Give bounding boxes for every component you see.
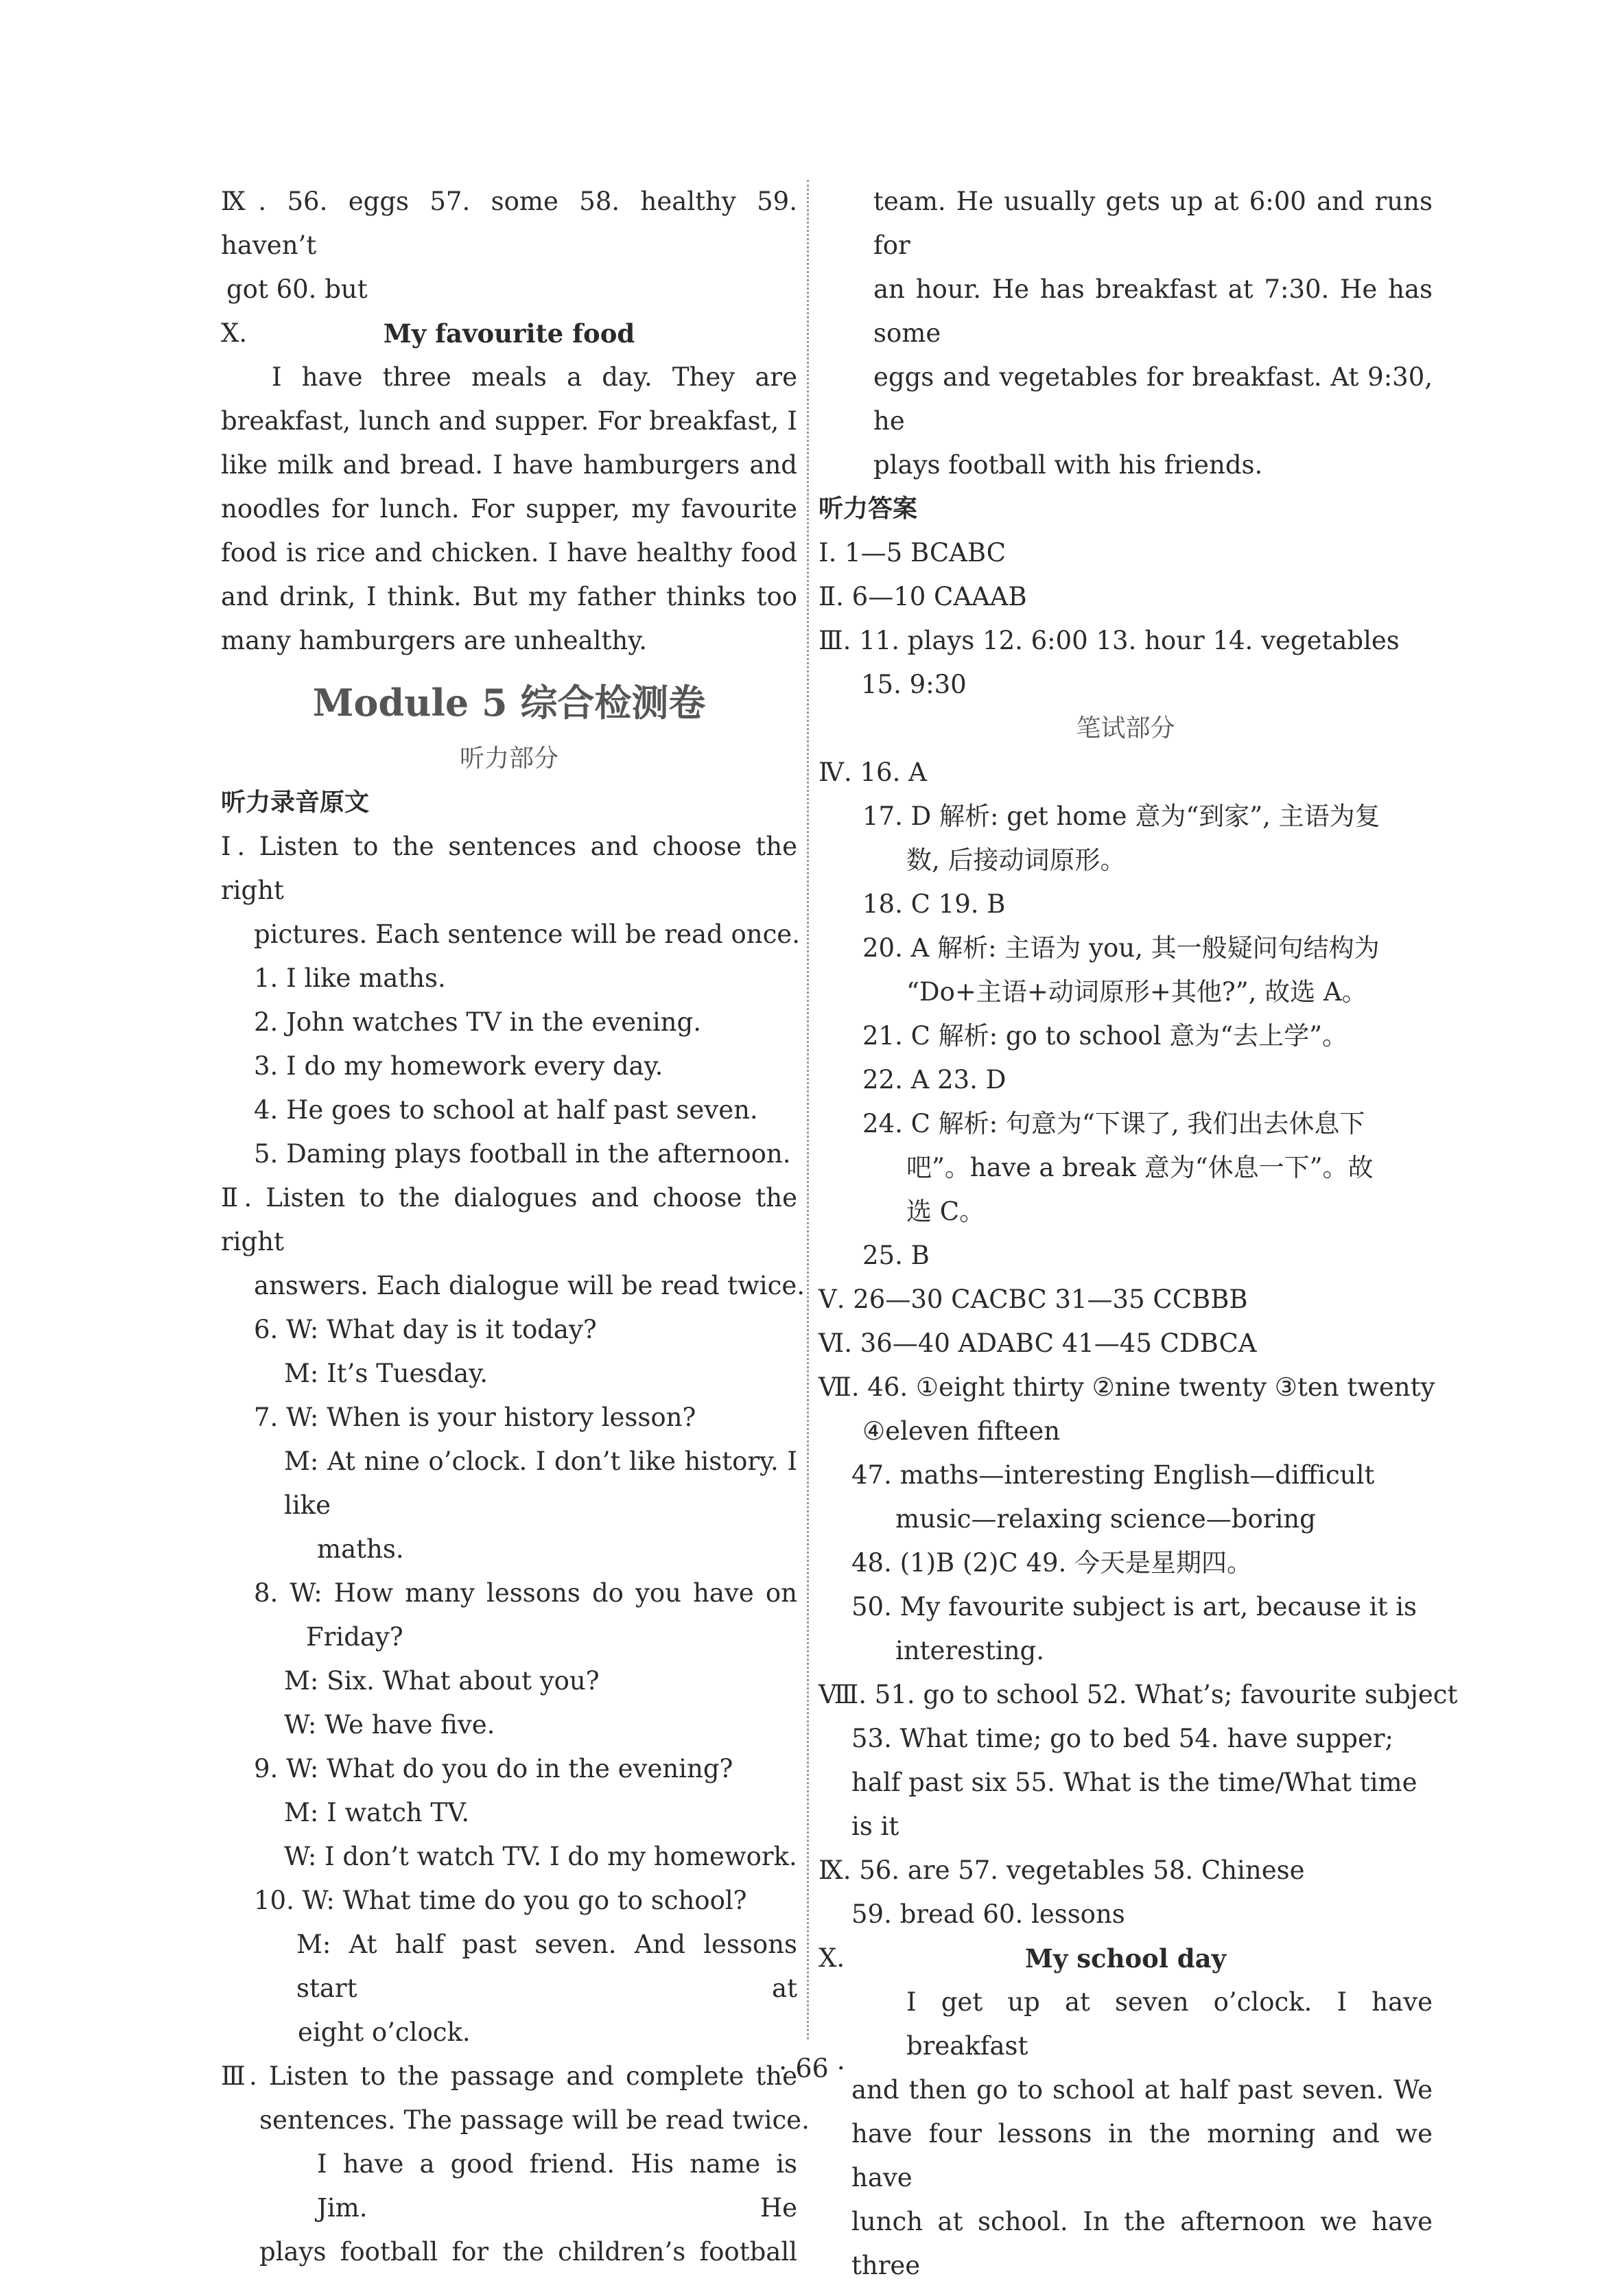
- section-label: Ⅹ.: [221, 318, 248, 348]
- answer-line: 数, 后接动词原形。: [906, 845, 1126, 875]
- answer-line: 22. A 23. D: [862, 1065, 1007, 1095]
- essay-title: My school day: [1024, 1943, 1227, 1974]
- answer-line: Ⅸ. 56. are 57. vegetables 58. Chinese: [819, 1856, 1305, 1885]
- question-line: Ⅲ. Listen to the passage and complete the: [221, 2061, 797, 2091]
- section-heading: 听力答案: [819, 495, 918, 523]
- answer-line: Ⅳ. 16. A: [819, 758, 927, 787]
- answer-line: 15. 9:30: [861, 670, 967, 699]
- answer-line: half past six 55. What is the time/What time: [851, 1768, 1417, 1797]
- question-line: 4. He goes to school at half past seven.: [254, 1095, 758, 1125]
- answer-line: interesting.: [895, 1636, 1044, 1665]
- passage-line: eggs and vegetables for breakfast. At 9:30, he: [873, 362, 1433, 436]
- answer-line: Ⅱ. 6—10 CAAAB: [819, 582, 1027, 611]
- passage-line: plays football for the children’s football: [259, 2237, 797, 2267]
- dialogue-line: W: We have five.: [284, 1710, 495, 1740]
- dialogue-line: eight o’clock.: [298, 2017, 471, 2047]
- answer-line: Ⅷ. 51. go to school 52. What’s; favourite subject: [819, 1680, 1458, 1709]
- question-line: Ⅰ. Listen to the sentences and choose the right: [221, 832, 797, 905]
- column-divider: [807, 180, 809, 2039]
- answer-line: Ⅲ. 11. plays 12. 6:00 13. hour 14. vegetables: [819, 626, 1400, 655]
- answer-line: 48. (1)B (2)C 49. 今天是星期四。: [851, 1548, 1253, 1578]
- essay-line: food is rice and chicken. I have healthy food: [221, 538, 797, 567]
- answer-line: Ⅴ. 26—30 CACBC 31—35 CCBBB: [819, 1285, 1248, 1314]
- dialogue-line: M: It’s Tuesday.: [284, 1359, 488, 1388]
- essay-line: breakfast, lunch and supper. For breakfast, I: [221, 406, 797, 436]
- answer-line: 47. maths—interesting English—difficult: [851, 1460, 1375, 1490]
- essay-title-row: [819, 1936, 1433, 1980]
- dialogue-line: Friday?: [306, 1622, 403, 1652]
- essay-title: My favourite food: [383, 318, 635, 349]
- section-heading: 听力录音原文: [221, 788, 370, 817]
- dialogue-line: 10. W: What time do you go to school?: [254, 1886, 747, 1915]
- dialogue-line: M: At half past seven. And lessons start at: [296, 1930, 797, 2003]
- dialogue-line: 6. W: What day is it today?: [254, 1315, 597, 1344]
- answer-line: “Do+主语+动词原形+其他?”, 故选 A。: [906, 977, 1367, 1007]
- passage-line: plays football with his friends.: [873, 450, 1263, 480]
- module-title: Module 5 综合检测卷: [312, 681, 706, 725]
- answer-line: got 60. but: [226, 274, 368, 304]
- essay-line: and drink, I think. But my father thinks too: [221, 582, 797, 611]
- dialogue-line: W: I don’t watch TV. I do my homework.: [284, 1842, 797, 1871]
- answer-line: music—relaxing science—boring: [895, 1504, 1316, 1534]
- question-line: Ⅱ. Listen to the dialogues and choose the right: [221, 1183, 797, 1256]
- part-heading: 听力部分: [459, 745, 558, 773]
- question-line: 2. John watches TV in the evening.: [254, 1007, 701, 1037]
- page-number: · 66 ·: [779, 2053, 845, 2083]
- essay-line: have four lessons in the morning and we have: [851, 2119, 1433, 2192]
- passage-line: an hour. He has breakfast at 7:30. He has some: [873, 274, 1433, 348]
- answer-line: 25. B: [862, 1241, 930, 1270]
- answer-line: is it: [851, 1812, 899, 1841]
- essay-title-row: [221, 312, 797, 355]
- essay-line: I get up at seven o’clock. I have breakfast: [906, 1987, 1433, 2061]
- answer-line: 59. bread 60. lessons: [851, 1899, 1125, 1929]
- dialogue-line: 7. W: When is your history lesson?: [254, 1403, 696, 1432]
- left-column: [221, 180, 810, 2274]
- essay-line: many hamburgers are unhealthy.: [221, 626, 647, 655]
- section-label: Ⅹ.: [819, 1943, 845, 1973]
- answer-line: 20. A 解析: 主语为 you, 其一般疑问句结构为: [862, 933, 1380, 963]
- question-line: 5. Daming plays football in the afternoon.: [254, 1139, 791, 1169]
- essay-line: I have three meals a day. They are: [272, 362, 797, 392]
- dialogue-line: 9. W: What do you do in the evening?: [254, 1754, 733, 1783]
- answer-line: Ⅶ. 46. ①eight thirty ②nine twenty ③ten twenty: [819, 1372, 1435, 1402]
- answer-line: Ⅸ. 56. eggs 57. some 58. healthy 59. haven’t: [221, 187, 797, 260]
- dialogue-line: M: I watch TV.: [284, 1798, 470, 1827]
- part-heading: 笔试部分: [1076, 714, 1175, 742]
- dialogue-line: maths.: [317, 1534, 404, 1564]
- answer-line: 选 C。: [906, 1197, 985, 1226]
- essay-line: and then go to school at half past seven. We: [851, 2075, 1433, 2105]
- essay-line: noodles for lunch. For supper, my favourite: [221, 494, 797, 524]
- dialogue-line: 8. W: How many lessons do you have on: [254, 1578, 797, 1608]
- essay-line: lunch at school. In the afternoon we have three: [851, 2207, 1433, 2280]
- passage-line: team. He usually gets up at 6:00 and runs for: [873, 187, 1433, 260]
- question-line: pictures. Each sentence will be read once.: [254, 920, 800, 949]
- question-line: sentences. The passage will be read twice.: [259, 2105, 810, 2135]
- answer-line: Ⅵ. 36—40 ADABC 41—45 CDBCA: [819, 1329, 1257, 1358]
- answer-line: 18. C 19. B: [862, 889, 1006, 919]
- dialogue-line: M: Six. What about you?: [284, 1666, 600, 1696]
- answer-line: 21. C 解析: go to school 意为“去上学”。: [862, 1021, 1348, 1051]
- answer-line: 50. My favourite subject is art, because it is: [851, 1592, 1417, 1622]
- answer-line: 吧”。have a break 意为“休息一下”。故: [906, 1153, 1374, 1182]
- question-line: answers. Each dialogue will be read twice.: [254, 1271, 805, 1300]
- answer-line: 53. What time; go to bed 54. have supper;: [851, 1724, 1394, 1753]
- right-column: [819, 180, 1458, 2288]
- answer-line: ④eleven fifteen: [862, 1416, 1061, 1446]
- dialogue-line: M: At nine o’clock. I don’t like history. I like: [284, 1447, 797, 1520]
- question-line: 1. I like maths.: [254, 963, 446, 993]
- passage-line: I have a good friend. His name is Jim. He: [317, 2149, 797, 2223]
- answer-line: Ⅰ. 1—5 BCABC: [819, 538, 1007, 567]
- question-line: 3. I do my homework every day.: [254, 1051, 663, 1081]
- essay-line: like milk and bread. I have hamburgers and: [221, 450, 797, 480]
- answer-line: 17. D 解析: get home 意为“到家”, 主语为复: [862, 801, 1380, 831]
- answer-line: 24. C 解析: 句意为“下课了, 我们出去休息下: [862, 1109, 1365, 1138]
